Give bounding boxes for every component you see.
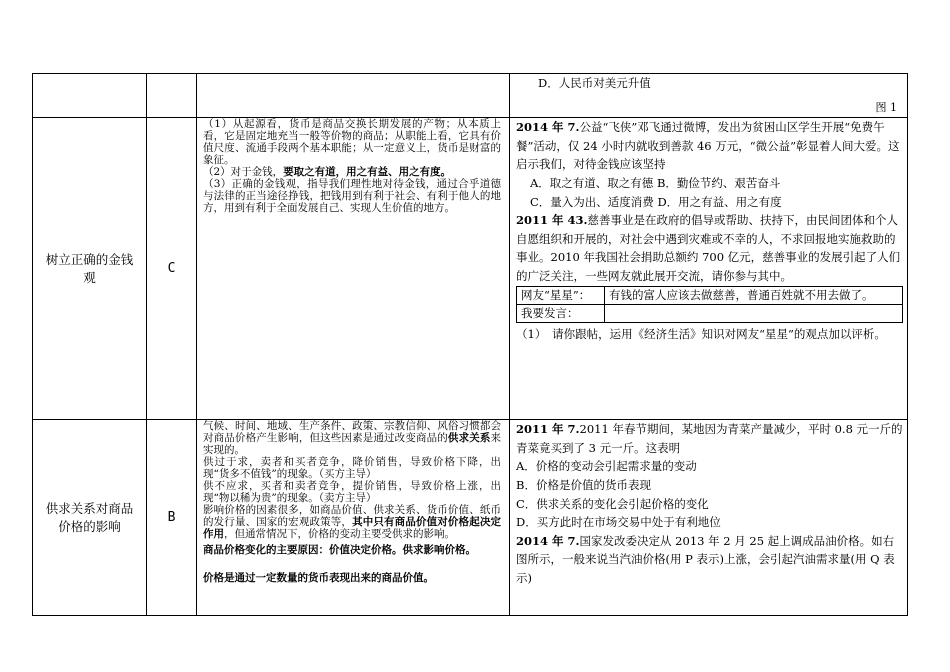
topic-cell-empty: [33, 74, 147, 118]
option-a: A．价格的变动会引起需求量的变动: [516, 459, 697, 474]
kp-item: （1）从起源看，货币是商品交换长期发展的产物；从本质上看，它是固定地充当一般等价物的商品；从职能上看，它具有价值尺度、流通手段两个基本职能；从一定意义上，货币是财富的象征。: [203, 118, 501, 167]
answer-cell-empty: [147, 74, 197, 118]
my-reply-label: 我要发言：: [517, 304, 605, 322]
question-cell: [510, 420, 908, 616]
option-d: D．人民币对美元升值: [538, 76, 651, 90]
knowledge-points: [197, 118, 510, 420]
question-2014-7: 2014 年 7.公益“飞侠”邓飞通过微博，发出为贫困山区学生开展“免费午餐”活动，仅 24 小时内就收到善款 46 万元，“微公益”彰显着人间大爱。这启示我们，对待金钱应该坚持: [516, 120, 900, 172]
netizen-label: 网友“星星”：: [517, 286, 605, 304]
sub-question: （1） 请你跟帖，运用《经济生活》知识对网友“星星”的观点加以评析。: [516, 326, 886, 341]
question-2014-7: 2014 年 7.国家发改委决定从 2013 年 2 月 25 起上调成品油价格。如右图所示，一般来说当汽油价格(用 P 表示)上涨，会引起汽油需求量(用 Q 表示): [516, 533, 895, 585]
topic-money-view: 树立正确的金钱观: [33, 118, 147, 420]
question-cell: [510, 118, 908, 420]
kp-item: 供不应求，买者和卖者竞争，提价销售，导致价格上涨，出现“物以稀为贵”的现象。（卖方主导）: [203, 480, 501, 505]
kp-item: 供过于求，卖者和买者竞争，降价销售，导致价格下降，出现“货多不值钱”的现象。（买方主导）: [203, 456, 501, 481]
kp-item: （3）正确的金钱观，指导我们理性地对待金钱，通过合乎道德与法律的正当途径挣钱，把钱用到有利于社会、有利于他人的地方，用到有利于全面发展自己、实现人生价值的地方。: [203, 178, 501, 215]
kp-definition: 价格是通过一定数量的货币表现出来的商品价值。: [203, 572, 434, 585]
knowledge-points: [197, 420, 510, 616]
forum-table: [516, 286, 903, 323]
figure-label: 图 1: [875, 100, 897, 114]
kp-item: 气候、时间、地域、生产条件、政策、宗教信仰、风俗习惯都会对商品价格产生影响，但这些因素是通过改变商品的供求关系来实现的。: [203, 420, 502, 457]
netizen-comment: 有钱的富人应该去做慈善，普通百姓就不用去做了。: [605, 286, 903, 304]
knowledge-cell-empty: [197, 74, 510, 118]
question-2011-43: 2011 年 43.慈善事业是在政府的倡导或帮助、扶持下，由民间团体和个人自愿组织和开展的，对社会中遇到灾难或不幸的人，不求回报地实施救助的事业。2010 年我国社会捐助总额约 700 亿元，慈善事业的发展引起了人们的广泛关注，一些网友就此展开交流，请你参与其中。: [516, 213, 901, 283]
knowledge-table: [32, 73, 908, 616]
option-d: D．买方此时在市场交易中处于有利地位: [516, 515, 721, 530]
question-2011-7: 2011 年 7.2011 年春节期间，某地因为青菜产量减少，平时 0.8 元一斤的青菜竟买到了 3 元一斤。这表明: [516, 422, 903, 455]
answer-letter: B: [147, 420, 197, 616]
kp-summary: 商品价格变化的主要原因：价值决定价格。供求影响价格。: [203, 544, 476, 557]
topic-supply-demand: 供求关系对商品价格的影响: [33, 420, 147, 616]
table-row: [33, 74, 908, 118]
table-row: [33, 420, 908, 616]
kp-item: （2）对于金钱，要取之有道，用之有益、用之有度。: [203, 166, 452, 179]
option-b: B．价格是价值的货币表现: [516, 477, 651, 492]
question-cell: [510, 74, 908, 118]
my-reply-field[interactable]: [605, 304, 903, 322]
option-c: C．供求关系的变化会引起价格的变化: [516, 496, 709, 511]
options-ab: A．取之有道、取之有德 B．勤俭节约、艰苦奋斗: [530, 175, 781, 190]
kp-item: 影响价格的因素很多，如商品价值、供求关系、货币价值、纸币的发行量、国家的宏观政策等，其中只有商品价值对价格起决定作用，但通常情况下，价格的变动主要受供求的影响。: [203, 504, 502, 541]
options-cd: C．量入为出、适度消费 D．用之有益、用之有度: [530, 194, 782, 209]
answer-letter: C: [147, 118, 197, 420]
table-row: [33, 118, 908, 420]
